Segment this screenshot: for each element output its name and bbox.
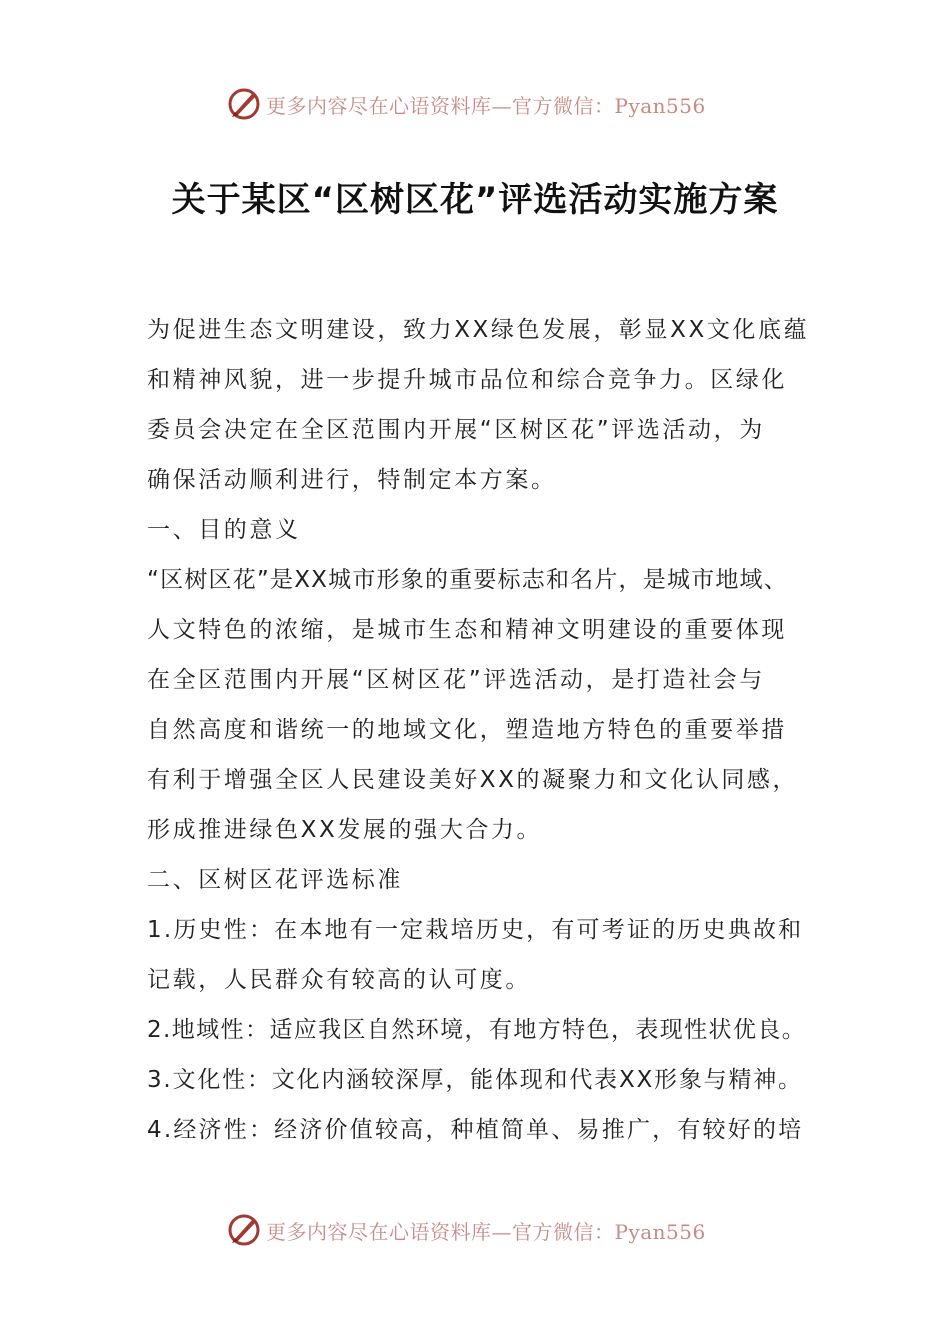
body-line: 4.经济性：经济价值较高，种植简单、易推广，有较好的培 <box>147 1117 804 1143</box>
watermark-text: 更多内容尽在心语资料库—官方微信：Pyan556 <box>266 93 706 118</box>
section-heading: 一、目的意义 <box>147 517 301 543</box>
watermark-text: 更多内容尽在心语资料库—官方微信：Pyan556 <box>266 1219 706 1244</box>
watermark-header <box>226 84 706 124</box>
document-body <box>147 305 837 1155</box>
body-line: 有利于增强全区人民建设美好XX的凝聚力和文化认同感， <box>147 767 799 793</box>
body-line: 和精神风貌，进一步提升城市品位和综合竞争力。区绿化 <box>147 367 787 393</box>
body-line: 3.文化性：文化内涵较深厚，能体现和代表XX形象与精神。 <box>147 1067 803 1093</box>
body-line: 委员会决定在全区范围内开展“区树区花”评选活动，为 <box>147 417 765 443</box>
pen-logo-icon <box>226 1212 262 1248</box>
body-line: 形成推进绿色XX发展的强大合力。 <box>147 817 543 843</box>
body-line: 确保活动顺利进行，特制定本方案。 <box>147 467 557 493</box>
document-title: 关于某区“区树区花”评选活动实施方案 <box>171 180 779 220</box>
watermark-footer <box>226 1210 706 1250</box>
body-line: 在全区范围内开展“区树区花”评选活动，是打造社会与 <box>147 667 765 693</box>
body-line: 人文特色的浓缩，是城市生态和精神文明建设的重要体现 <box>147 617 787 643</box>
section-heading: 二、区树区花评选标准 <box>147 867 403 893</box>
body-line: 2.地域性：适应我区自然环境，有地方特色，表现性状优良。 <box>147 1017 807 1043</box>
body-line: 为促进生态文明建设，致力XX绿色发展，彰显XX文化底蕴 <box>147 317 810 343</box>
body-line: 1.历史性：在本地有一定栽培历史，有可考证的历史典故和 <box>147 917 804 943</box>
body-line: 记载，人民群众有较高的认可度。 <box>147 967 531 993</box>
body-line: “区树区花”是XX城市形象的重要标志和名片，是城市地域、 <box>147 567 788 593</box>
pen-logo-icon <box>226 86 262 122</box>
body-line: 自然高度和谐统一的地域文化，塑造地方特色的重要举措 <box>147 717 787 743</box>
